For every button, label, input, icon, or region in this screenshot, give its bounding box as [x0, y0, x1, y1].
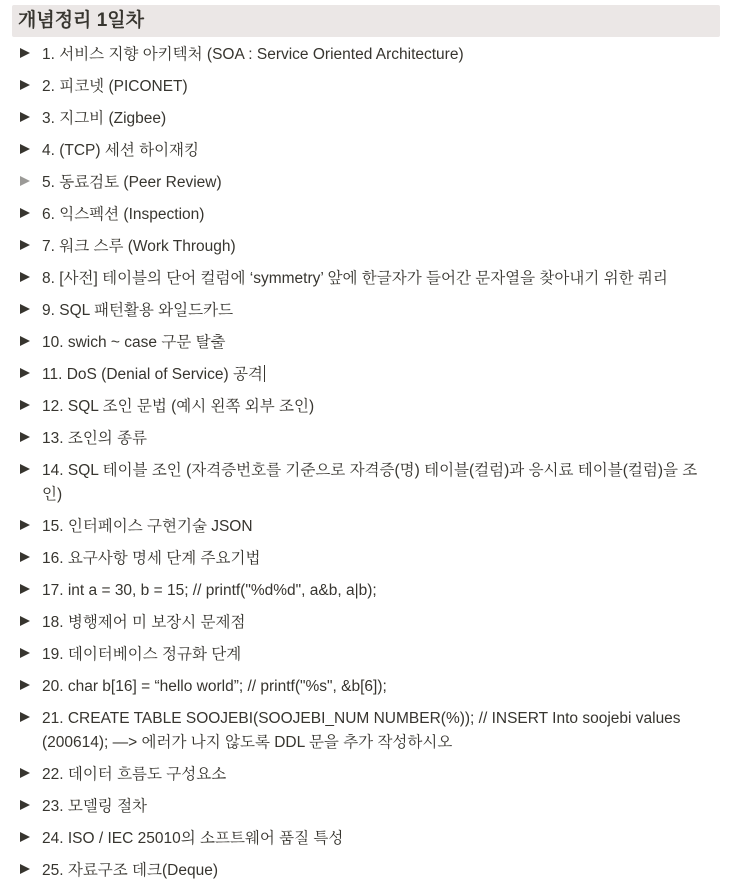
toggle-label[interactable]: 18. 병행제어 미 보장시 문제점 [42, 614, 246, 631]
toggle-item[interactable] [0, 262, 729, 294]
toggle-item[interactable] [0, 358, 729, 390]
toggle-label[interactable]: 9. SQL 패턴활용 와일드카드 [42, 302, 234, 319]
toggle-arrow-icon[interactable] [20, 864, 30, 874]
toggle-item[interactable] [0, 38, 729, 70]
toggle-label[interactable]: 19. 데이터베이스 정규화 단계 [42, 646, 242, 663]
toggle-label[interactable]: 10. swich ~ case 구문 탈출 [42, 334, 226, 351]
toggle-item[interactable] [0, 574, 729, 606]
toggle-item[interactable] [0, 294, 729, 326]
toggle-arrow-icon[interactable] [20, 144, 30, 154]
toggle-label[interactable]: 24. ISO / IEC 25010의 소프트웨어 품질 특성 [42, 830, 344, 847]
toggle-label[interactable]: 14. SQL 테이블 조인 (자격증번호를 기준으로 자격증(명) 테이블(컬럼)과 응시료 테이블(컬럼)을 조인) [42, 462, 698, 503]
toggle-arrow-icon[interactable] [20, 768, 30, 778]
toggle-label[interactable]: 17. int a = 30, b = 15; // printf("%d%d", a&b, a|b); [42, 582, 377, 599]
toggle-label[interactable]: 25. 자료구조 데크(Deque) [42, 862, 218, 879]
toggle-label[interactable]: 4. (TCP) 세션 하이재킹 [42, 142, 200, 159]
toggle-item[interactable] [0, 166, 729, 198]
toggle-label[interactable]: 16. 요구사항 명세 단계 주요기법 [42, 550, 261, 567]
toggle-arrow-icon[interactable] [20, 464, 30, 474]
toggle-label[interactable]: 22. 데이터 흐름도 구성요소 [42, 766, 227, 783]
text-cursor [264, 365, 265, 382]
toggle-item[interactable] [0, 422, 729, 454]
toggle-label[interactable]: 6. 익스펙션 (Inspection) [42, 206, 205, 223]
toggle-label[interactable]: 7. 워크 스루 (Work Through) [42, 238, 236, 255]
toggle-label[interactable]: 15. 인터페이스 구현기술 JSON [42, 518, 253, 535]
toggle-arrow-icon[interactable] [20, 800, 30, 810]
toggle-label[interactable]: 1. 서비스 지향 아키텍처 (SOA : Service Oriented Architecture) [42, 46, 464, 63]
toggle-arrow-icon[interactable] [20, 48, 30, 58]
toggle-label[interactable]: 5. 동료검토 (Peer Review) [42, 174, 222, 191]
toggle-arrow-icon[interactable] [20, 520, 30, 530]
toggle-label[interactable]: 2. 피코넷 (PICONET) [42, 78, 188, 95]
section-heading [12, 5, 720, 37]
toggle-item[interactable] [0, 670, 729, 702]
toggle-label[interactable]: 23. 모델링 절차 [42, 798, 148, 815]
toggle-label[interactable]: 8. [사전] 테이블의 단어 컬럼에 ‘symmetry’ 앞에 한글자가 들어간 문자열을 찾아내기 위한 쿼리 [42, 270, 668, 287]
toggle-arrow-icon[interactable] [20, 176, 30, 186]
toggle-item[interactable] [0, 542, 729, 574]
toggle-label[interactable]: 12. SQL 조인 문법 (예시 왼쪽 외부 조인) [42, 398, 315, 415]
toggle-label-text[interactable]: 11. DoS (Denial of Service) 공격 [42, 366, 263, 383]
toggle-arrow-icon[interactable] [20, 112, 30, 122]
toggle-item[interactable] [0, 230, 729, 262]
toggle-arrow-icon[interactable] [20, 832, 30, 842]
toggle-arrow-icon[interactable] [20, 712, 30, 722]
toggle-item[interactable] [0, 390, 729, 422]
toggle-arrow-icon[interactable] [20, 552, 30, 562]
toggle-arrow-icon[interactable] [20, 240, 30, 250]
toggle-item[interactable] [0, 822, 729, 854]
toggle-item[interactable] [0, 454, 729, 510]
toggle-list [0, 38, 729, 886]
toggle-arrow-icon[interactable] [20, 648, 30, 658]
toggle-arrow-icon[interactable] [20, 368, 30, 378]
toggle-item[interactable] [0, 702, 729, 758]
toggle-arrow-icon[interactable] [20, 584, 30, 594]
toggle-item[interactable] [0, 70, 729, 102]
toggle-label[interactable]: 13. 조인의 종류 [42, 430, 148, 447]
toggle-arrow-icon[interactable] [20, 272, 30, 282]
toggle-arrow-icon[interactable] [20, 400, 30, 410]
toggle-label[interactable]: 20. char b[16] = “hello world”; // printf("%s", &b[6]); [42, 678, 387, 695]
toggle-item[interactable] [0, 102, 729, 134]
toggle-label[interactable]: 3. 지그비 (Zigbee) [42, 110, 167, 127]
toggle-item[interactable] [0, 758, 729, 790]
toggle-arrow-icon[interactable] [20, 432, 30, 442]
toggle-arrow-icon[interactable] [20, 304, 30, 314]
toggle-item[interactable] [0, 790, 729, 822]
toggle-arrow-icon[interactable] [20, 336, 30, 346]
toggle-item[interactable] [0, 510, 729, 542]
toggle-item[interactable] [0, 638, 729, 670]
toggle-item[interactable] [0, 326, 729, 358]
toggle-label[interactable]: 21. CREATE TABLE SOOJEBI(SOOJEBI_NUM NUMBER(%)); // INSERT Into soojebi values (200614); —> 에러가 나지 않도록 DDL 문을 추가 작성하시오 [42, 710, 685, 751]
heading-title[interactable]: 개념정리 1일차 [18, 10, 144, 31]
toggle-item[interactable] [0, 198, 729, 230]
toggle-arrow-icon[interactable] [20, 208, 30, 218]
toggle-item[interactable] [0, 606, 729, 638]
toggle-label[interactable] [42, 358, 712, 390]
toggle-arrow-icon[interactable] [20, 680, 30, 690]
toggle-arrow-icon[interactable] [20, 80, 30, 90]
toggle-item[interactable] [0, 854, 729, 886]
toggle-arrow-icon[interactable] [20, 616, 30, 626]
toggle-item[interactable] [0, 134, 729, 166]
